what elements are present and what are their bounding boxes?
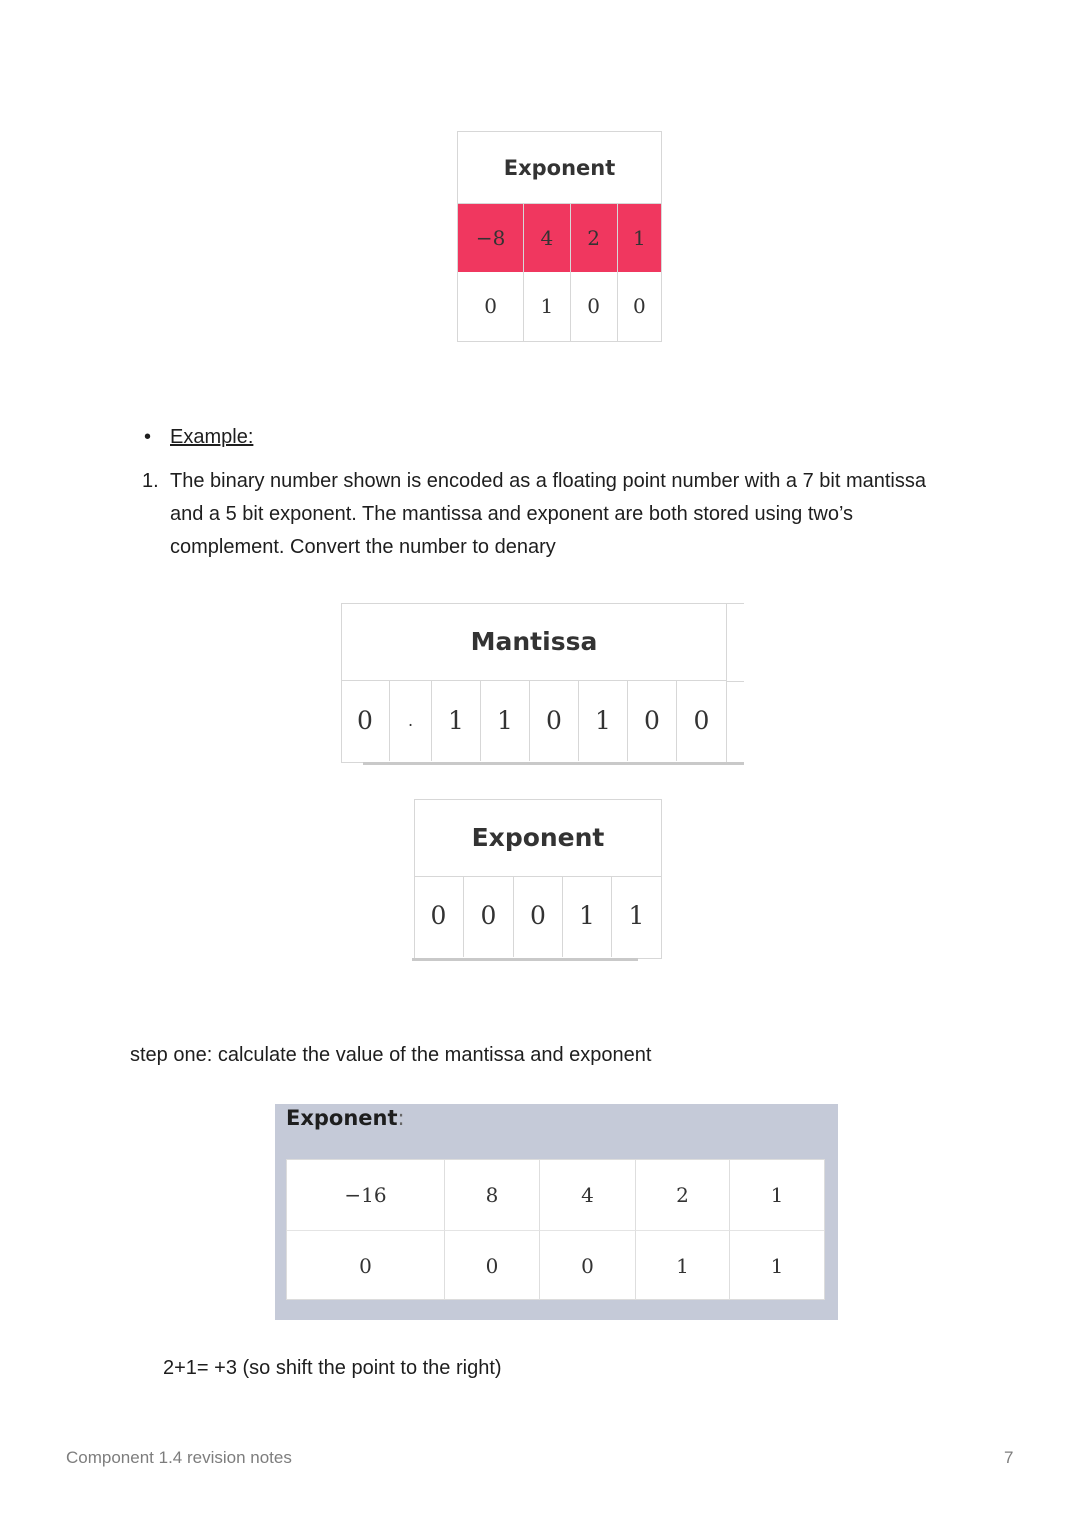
bit-cell: 1	[524, 272, 570, 342]
mantissa-header: Mantissa	[341, 603, 727, 681]
bit-cell: 0	[445, 1230, 540, 1300]
example-label: Example:	[170, 426, 254, 448]
bit-cell: 0	[540, 1230, 636, 1300]
bit-cell: 1	[730, 1230, 824, 1300]
bit-cell: 0	[458, 272, 524, 342]
exponent-calc-box	[275, 1104, 838, 1320]
exponent-bit-cell: 1	[628, 901, 645, 930]
mantissa-cell: 1	[432, 681, 481, 761]
mantissa-cell: 0	[530, 681, 579, 761]
mantissa-table	[341, 603, 744, 765]
footer-title: Component 1.4 revision notes	[66, 1448, 292, 1467]
exponent-header: Exponent	[414, 799, 662, 877]
binary-point-cell: .	[390, 681, 432, 761]
bit-cell: 0	[287, 1230, 445, 1300]
mantissa-cell: 0	[628, 681, 677, 761]
exponent-bit-cell: 1	[563, 877, 612, 957]
question-number: 1.	[142, 470, 159, 492]
weight-cell: 4	[540, 1160, 636, 1230]
weight-cell: −16	[287, 1160, 445, 1230]
top-exponent-table	[457, 131, 662, 342]
exponent-bit-cell: 0	[514, 877, 563, 957]
weight-cell: 8	[445, 1160, 540, 1230]
mantissa-cell: 0	[341, 681, 390, 761]
weight-cell: 1	[770, 1183, 784, 1207]
bullet: •	[144, 426, 152, 448]
bit-cell: 0	[633, 294, 646, 319]
weight-cell: 4	[524, 204, 570, 272]
exponent-bit-cell: 0	[414, 877, 464, 957]
bit-cell: 0	[570, 272, 617, 342]
exponent-calc-title: Exponent:	[286, 1106, 405, 1130]
weight-cell: 2	[636, 1160, 730, 1230]
top-exponent-header: Exponent	[458, 132, 662, 204]
weight-cell: 2	[570, 204, 617, 272]
exponent-bit-cell: 0	[464, 877, 514, 957]
mantissa-cell: 1	[481, 681, 530, 761]
bit-cell: 1	[636, 1230, 730, 1300]
weight-cell: −8	[458, 204, 524, 272]
weight-cell: 1	[617, 204, 661, 272]
exponent-table	[414, 799, 662, 964]
question-text: The binary number shown is encoded as a floating point number with a 7 bit mantissa and a 5 bit exponent. The mantissa and exponent are both stored using two’s complement. Convert the number to denary	[170, 470, 926, 558]
mantissa-cell: 1	[579, 681, 628, 761]
page-number: 7	[1004, 1448, 1014, 1467]
exponent-calc-table	[286, 1159, 825, 1300]
calculation-text: 2+1= +3 (so shift the point to the right)	[163, 1357, 502, 1379]
mantissa-cell: 0	[677, 681, 727, 761]
step-one-text: step one: calculate the value of the mantissa and exponent	[130, 1044, 652, 1066]
